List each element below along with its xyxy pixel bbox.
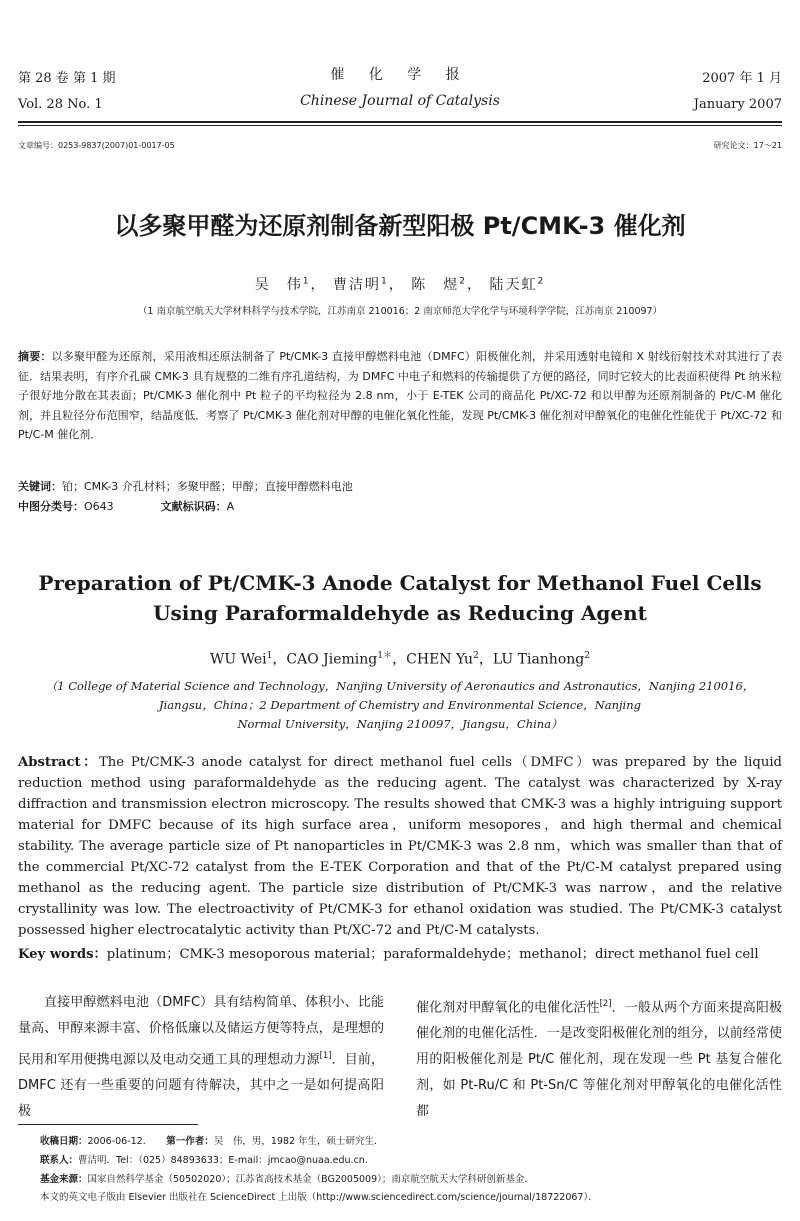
keywords-en [18, 944, 782, 965]
author-affil-mark: 2 [584, 651, 591, 661]
date-cn: 2007 年 1 月 [702, 71, 782, 86]
volume-cn: 第 28 卷 第 1 期 [18, 71, 116, 86]
body-text: ．一般从两个方面来提高阳极催化剂的电催化活性．一是改变阳极催化剂的组分，以前经常使用的阳极催化剂是 Pt/C 催化剂，现在发现一些 Pt 基复合催化剂，如 Pt-Ru/C 和 Pt-Sn/C 等催化剂对甲醇氧化的电催化活性都 [416, 1000, 782, 1120]
author-affil-mark: 1＊ [377, 651, 393, 661]
date-en: January 2007 [693, 97, 782, 112]
abstract-cn-label: 摘要： [18, 350, 52, 363]
volume-en: Vol. 28 No. 1 [18, 97, 103, 112]
author-sep: ， [467, 277, 484, 293]
header-journal [250, 62, 550, 114]
title-en-line: Using Paraformaldehyde as Reducing Agent [153, 601, 647, 625]
journal-name-en: Chinese Journal of Catalysis [300, 93, 500, 109]
abstract-en-text: The Pt/CMK-3 anode catalyst for direct methanol fuel cells（DMFC）was prepared by the liquid reduction method using paraformaldehyde as the reducing agent. The catalyst was characterized by X-ray diffraction and transmission electron microscopy. The results showed that CMK-3 was a highly intriguing support material for DMFC because of its high surface area，uniform mesopores，and high thermal and chemical stability. The average particle size of Pt nanoparticles in Pt/CMK-3 was 2.8 nm，which was smaller than that of the commercial Pt/XC-72 catalyst from the E-TEK Corporation and that of the Pt/C-M catalyst prepared using methanol as the reducing agent. The particle size distribution of Pt/CMK-3 was narrow，and the relative crystallinity was low. The electroactivity of Pt/CMK-3 for ethanol oxidation was studied. The Pt/CMK-3 catalyst possessed higher electrocatalytic activity than Pt/XC-72 and Pt/C-M catalysts. [18, 755, 782, 938]
abstract-en-label: Abstract： [18, 755, 99, 770]
classification-cn [18, 497, 782, 517]
clc-value: O643 [84, 500, 114, 513]
received-label: 收稿日期： [40, 1136, 88, 1147]
affiliation-en-line: Jiangsu，China；2 Department of Chemistry and Environmental Science，Nanjing [158, 698, 641, 712]
author-cn: 曹洁明 [332, 277, 381, 293]
affiliation-en-line: Normal University，Nanjing 210097，Jiangsu，China） [237, 717, 563, 731]
doc-code-value: A [226, 500, 235, 513]
author-affil-mark: 2 [473, 651, 479, 661]
author-sep: ， [478, 651, 493, 668]
citation: [2] [599, 998, 612, 1008]
author-en: CHEN Yu [406, 651, 474, 668]
keywords-cn-text: 铂；CMK-3 介孔材料；多聚甲醛；甲醇；直接甲醇燃料电池 [62, 480, 353, 493]
affiliation-cn: （1 南京航空航天大学材料科学与技术学院，江苏南京 210016；2 南京师范大学化学与环境科学学院，江苏南京 210097） [137, 306, 663, 317]
doc-code-label: 文献标识码： [160, 500, 227, 513]
author-en: CAO Jieming [286, 651, 378, 668]
header-rule-thin [18, 125, 782, 126]
author-affil-mark: 1 [302, 276, 311, 287]
header-date [694, 66, 782, 118]
title-en-line: Preparation of Pt/CMK-3 Anode Catalyst for Methanol Fuel Cells [38, 571, 762, 595]
body-text: 直接甲醇燃料电池（DMFC）具有结构简单、体积小、比能量高、甲醇来源丰富、价格低廉以及储运方便等特点，是理想的民用和军用便携电源以及电动交通工具的理想动力源 [18, 995, 384, 1068]
affiliation-en-line: （1 College of Material Science and Technology，Nanjing University of Aeronautics and Astronautics，Nanjing 210016， [45, 679, 755, 693]
contact-value: 曹洁明．Tel：（025）84893633；E-mail：jmcao@nuaa.edu.cn． [78, 1155, 375, 1166]
keywords-en-label: Key words： [18, 947, 107, 962]
author-sep: ， [388, 277, 405, 293]
authors-en [0, 648, 800, 669]
author-cn: 吴 伟 [254, 277, 303, 293]
keywords-cn-label: 关键词： [18, 480, 62, 493]
body-text: 催化剂对甲醇氧化的电催化活性 [416, 1000, 600, 1016]
funding-value: 国家自然科学基金（50502020）；江苏省高技术基金（BG2005009）；南京航空航天大学科研创新基金． [87, 1174, 534, 1185]
author-sep: ， [310, 277, 327, 293]
header-volume [18, 66, 115, 118]
journal-name-cn: 催 化 学 报 [330, 67, 470, 83]
keywords-cn [18, 477, 782, 497]
contact-label: 联系人： [40, 1155, 79, 1166]
author-affil-mark: 1 [266, 651, 273, 661]
received-value: 2006-06-12． [87, 1136, 153, 1147]
article-type: 研究论文：17～21 [713, 141, 782, 150]
abstract-cn-text: 以多聚甲醛为还原剂，采用液相还原法制备了 Pt/CMK-3 直接甲醇燃料电池（DMFC）阳极催化剂，并采用透射电镜和 X 射线衍射技术对其进行了表征．结果表明，有序介孔碳 CMK-3 具有规整的二维有序孔道结构，为 DMFC 中电子和燃料的传输提供了方便的路径，同时它较大的比表面积使得 Pt 纳米粒子很好地分散在其表面；Pt/CMK-3 催化剂中 Pt 粒子的平均粒径为 2.8 nm，小于 E-TEK 公司的商品化 Pt/XC-72 和以甲醇为还原剂制备的 Pt/C-M 催化剂，并且粒径分布范围窄，结晶度低．考察了 Pt/CMK-3 催化剂对甲醇的电催化氧化性能，发现 Pt/CMK-3 催化剂对甲醇氧化的电催化性能优于 Pt/XC-72 和 Pt/C-M 催化剂． [18, 350, 782, 441]
footnote-received [40, 1133, 384, 1150]
author-en: LU Tianhong [492, 651, 585, 668]
author-affil-mark: 1 [380, 276, 389, 287]
title-en [0, 568, 800, 628]
clc-label: 中图分类号： [18, 500, 84, 513]
body-column-right [416, 990, 782, 1125]
first-author-label: 第一作者： [166, 1136, 214, 1147]
affiliation-en [45, 677, 755, 734]
citation: [1] [319, 1050, 332, 1060]
footnote-funding [40, 1171, 534, 1188]
footnote-elsevier: 本文的英文电子版由 Elsevier 出版社在 ScienceDirect 上出版（http://www.sciencedirect.com/science/journal/18722067）． [40, 1192, 598, 1203]
abstract-en [18, 752, 782, 941]
footnote-rule [18, 1124, 198, 1125]
authors-cn [0, 274, 800, 294]
author-affil-mark: 2 [537, 276, 546, 287]
author-cn: 陈 煜 [411, 277, 460, 293]
author-en: WU Wei [209, 651, 267, 668]
footnote-contact [40, 1152, 374, 1169]
author-cn: 陆天虹 [489, 277, 538, 293]
keywords-en-text: platinum；CMK-3 mesoporous material；paraformaldehyde；methanol；direct methanol fuel cell [106, 947, 759, 962]
body-column-left [18, 990, 384, 1125]
header-rule-thick [18, 121, 782, 123]
body-text: ．目前，DMFC 还有一些重要的问题有待解决，其中之一是如何提高阳极 [18, 1052, 384, 1120]
author-sep: ， [392, 651, 407, 668]
author-sep: ， [272, 651, 287, 668]
author-affil-mark: 2 [459, 276, 468, 287]
funding-label: 基金来源： [40, 1174, 88, 1185]
title-cn: 以多聚甲醛为还原剂制备新型阳极 Pt/CMK-3 催化剂 [114, 212, 686, 240]
first-author-value: 吴 伟，男，1982 年生，硕士研究生． [213, 1136, 384, 1147]
article-number: 文章编号：0253-9837(2007)01-0017-05 [18, 141, 175, 150]
abstract-cn [18, 347, 782, 445]
